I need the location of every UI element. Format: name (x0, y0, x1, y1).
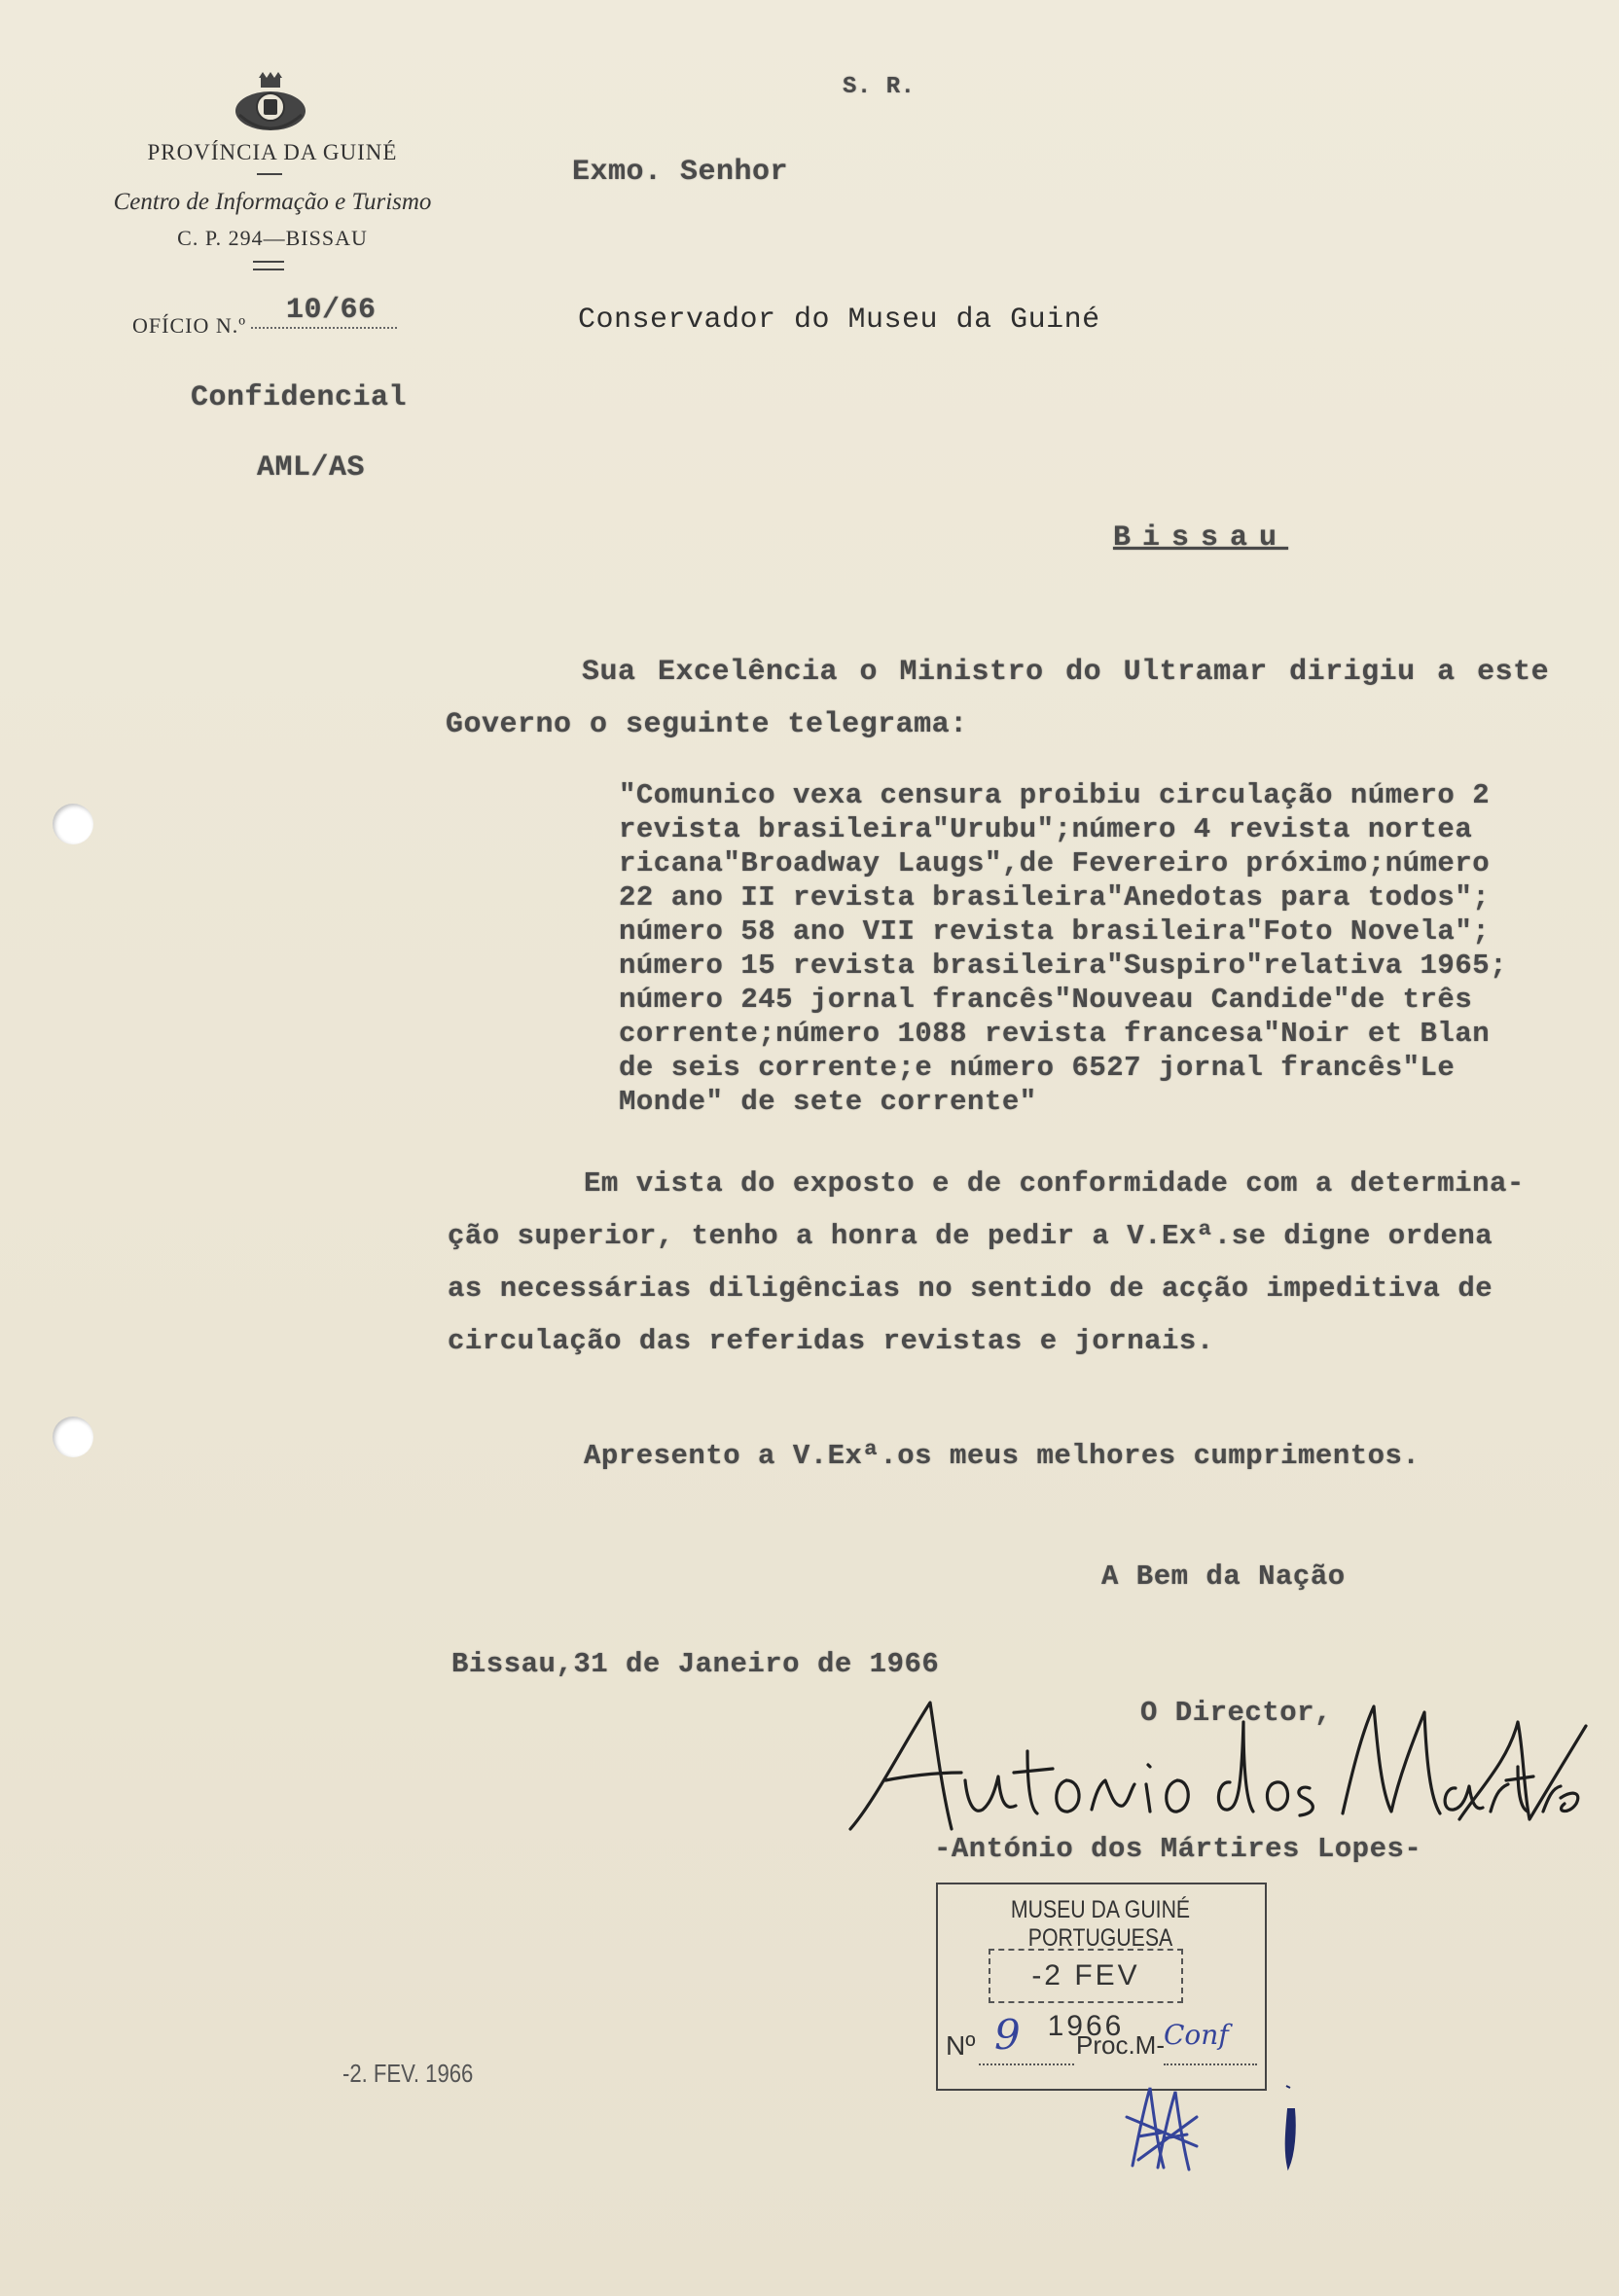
divider (253, 269, 284, 270)
office-name: Centro de Informação e Turismo (113, 189, 432, 215)
quote-line: número 58 ano VII revista brasileira"Foto Novela"; (619, 915, 1491, 948)
paragraph-1-line-2: Governo o seguinte telegrama: (446, 708, 968, 741)
sr-mark: S. R. (843, 74, 916, 100)
stamp-proc-label: Proc.M- (1076, 2030, 1165, 2060)
paragraph-line: as necessárias diligências no sentido de acção impeditiva de (448, 1273, 1493, 1305)
paragraph-line: Em vista do exposto e de conformidade com a determina- (584, 1167, 1525, 1200)
divider (257, 173, 282, 175)
quote-line: de seis corrente;e número 6527 jornal francês"Le (619, 1052, 1456, 1084)
closing-line: Apresento a V.Exª.os meus melhores cumprimentos. (584, 1440, 1421, 1472)
motto: A Bem da Nação (1101, 1561, 1346, 1593)
quote-line: número 15 revista brasileira"Suspiro"relativa 1965; (619, 950, 1508, 982)
quote-line: revista brasileira"Urubu";número 4 revista nortea (619, 813, 1473, 845)
classification: Confidencial (191, 381, 408, 414)
telegram-quote (619, 778, 1507, 1119)
ink-tick-mark (1265, 2076, 1313, 2173)
dotted-line (1164, 2063, 1257, 2065)
paragraph-2 (448, 1158, 1525, 1368)
stamp-proc-value: Conf (1164, 2019, 1229, 2051)
quote-line: 22 ano II revista brasileira"Anedotas para todos"; (619, 881, 1491, 914)
city: Bissau (1113, 521, 1289, 555)
received-date-mark: -2. FEV. 1966 (342, 2059, 474, 2088)
punch-hole-bottom (53, 1417, 93, 1457)
paragraph-line: circulação das referidas revistas e jornais. (448, 1325, 1214, 1357)
quote-line: ricana"Broadway Laugs",de Fevereiro próximo;número (619, 847, 1491, 879)
letter-date: Bissau,31 de Janeiro de 1966 (451, 1648, 940, 1680)
stamp-date: -2 FEV 1966 (989, 1949, 1183, 2003)
handwritten-signature (837, 1683, 1596, 1848)
quote-line: "Comunico vexa censura proibiu circulação número 2 (619, 779, 1491, 811)
oficio-label: OFÍCIO N.º (132, 313, 247, 338)
postbox-address: C. P. 294—BISSAU (177, 226, 368, 250)
paragraph-line: ção superior, tenho a honra de pedir a V.Exª.se digne ordena (448, 1220, 1493, 1252)
dotted-line (979, 2063, 1074, 2065)
paragraph-1-line-1: Sua Excelência o Ministro do Ultramar dirigiu a este (582, 656, 1550, 689)
quote-line: Monde" de sete corrente" (619, 1086, 1037, 1118)
stamp-number-label: Nº (946, 2030, 976, 2061)
museum-received-stamp (936, 1883, 1267, 2091)
quote-line: corrente;número 1088 revista francesa"Noir et Blan (619, 1018, 1491, 1050)
salutation: Exmo. Senhor (572, 156, 789, 189)
coat-of-arms-icon (232, 72, 309, 140)
divider (253, 261, 284, 263)
addressee: Conservador do Museu da Guiné (578, 304, 1100, 337)
reference-code: AML/AS (257, 451, 366, 484)
signatory-name: -António dos Mártires Lopes- (934, 1833, 1422, 1865)
stamp-number-value: 9 (994, 2011, 1021, 2059)
stamp-title: MUSEU DA GUINÉ PORTUGUESA (1010, 1896, 1191, 1952)
province-name: PROVÍNCIA DA GUINÉ (147, 140, 398, 164)
punch-hole-top (53, 804, 93, 844)
quote-line: número 245 jornal francês"Nouveau Candide"de três (619, 984, 1473, 1016)
oficio-number: 10/66 (251, 294, 397, 329)
signatory-title: O Director, (1140, 1697, 1332, 1729)
